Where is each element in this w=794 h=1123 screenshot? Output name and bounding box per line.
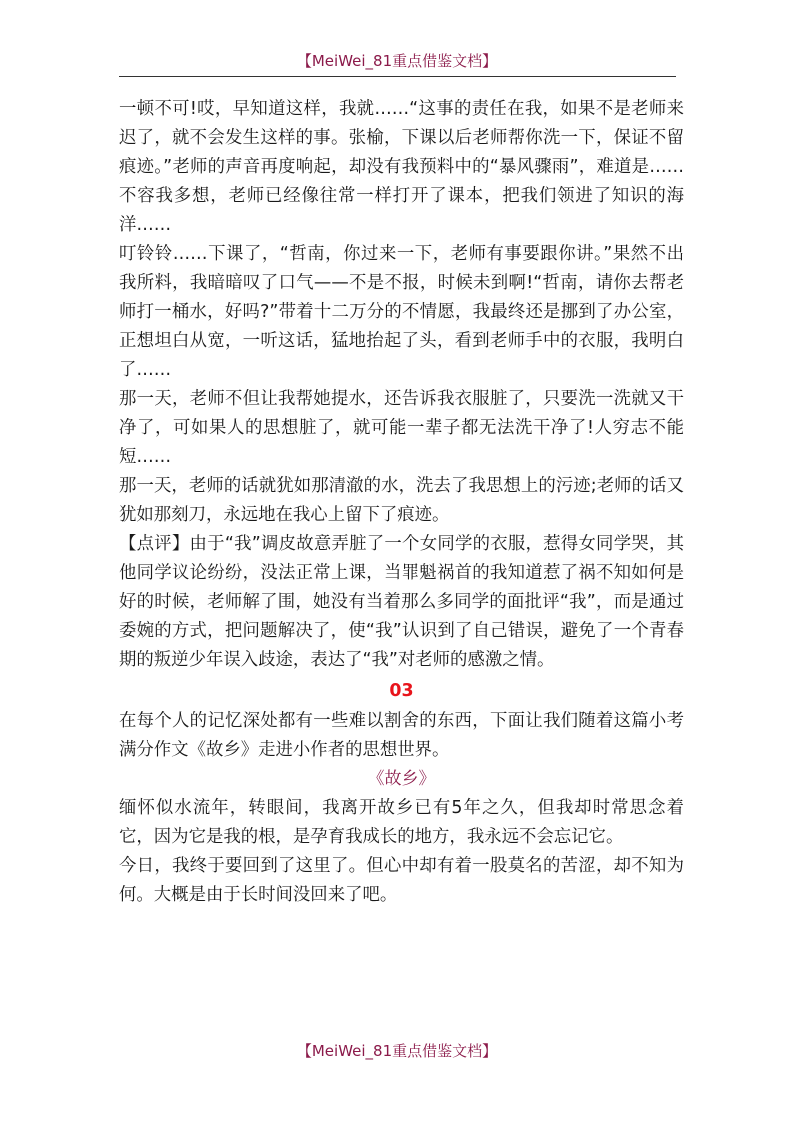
paragraph: 那一天，老师的话就犹如那清澈的水，洗去了我思想上的污迹;老师的话又犹如那刻刀，永远地在我心上留下了痕迹。 (119, 476, 684, 525)
header-divider (119, 76, 676, 77)
paragraph: 今日，我终于要回到了这里了。但心中却有着一股莫名的苦涩，却不知为何。大概是由于长时间没回来了吧。 (119, 856, 684, 905)
page-header: 【MeiWei_81重点借鉴文档】 (296, 52, 498, 70)
commentary-paragraph: 【点评】由于“我”调皮故意弄脏了一个女同学的衣服，惹得女同学哭，其他同学议论纷纷，没法正常上课，当罪魁祸首的我知道惹了祸不知如何是好的时候，老师解了围，她没有当着那么多同学的面批评“我”，而是通过委婉的方式，把问题解决了，使“我”认识到了自己错误，避免了一个青春期的叛逆少年误入歧途，表达了“我”对老师的感激之情。 (119, 534, 684, 670)
intro-paragraph: 在每个人的记忆深处都有一些难以割舍的东西，下面让我们随着这篇小考满分作文《故乡》走进小作者的思想世界。 (119, 711, 684, 760)
section-number: 03 (389, 681, 414, 701)
page-footer: 【MeiWei_81重点借鉴文档】 (296, 1042, 498, 1060)
paragraph: 一顿不可!哎，早知道这样，我就……“这事的责任在我，如果不是老师来迟了，就不会发生这样的事。张榆，下课以后老师帮你洗一下，保证不留痕迹。”老师的声音再度响起，却没有我预料中的“暴风骤雨”，难道是……不容我多想，老师已经像往常一样打开了课本，把我们领进了知识的海洋…… (119, 99, 684, 235)
paragraph: 叮铃铃……下课了，“哲南，你过来一下，老师有事要跟你讲。”果然不出我所料，我暗暗叹了口气——不是不报，时候未到啊!“哲南，请你去帮老师打一桶水，好吗?”带着十二万分的不情愿，我最终还是挪到了办公室，正想坦白从宽，一听这话，猛地抬起了头，看到老师手中的衣服，我明白了…… (119, 244, 684, 380)
essay-title: 《故乡》 (367, 769, 436, 789)
paragraph: 那一天，老师不但让我帮她提水，还告诉我衣服脏了，只要洗一洗就又干净了，可如果人的思想脏了，就可能一辈子都无法洗干净了!人穷志不能短…… (119, 389, 684, 467)
document-body (119, 95, 684, 910)
paragraph: 缅怀似水流年，转眼间，我离开故乡已有5年之久，但我却时常思念着它，因为它是我的根，是孕育我成长的地方，我永远不会忘记它。 (119, 798, 684, 847)
